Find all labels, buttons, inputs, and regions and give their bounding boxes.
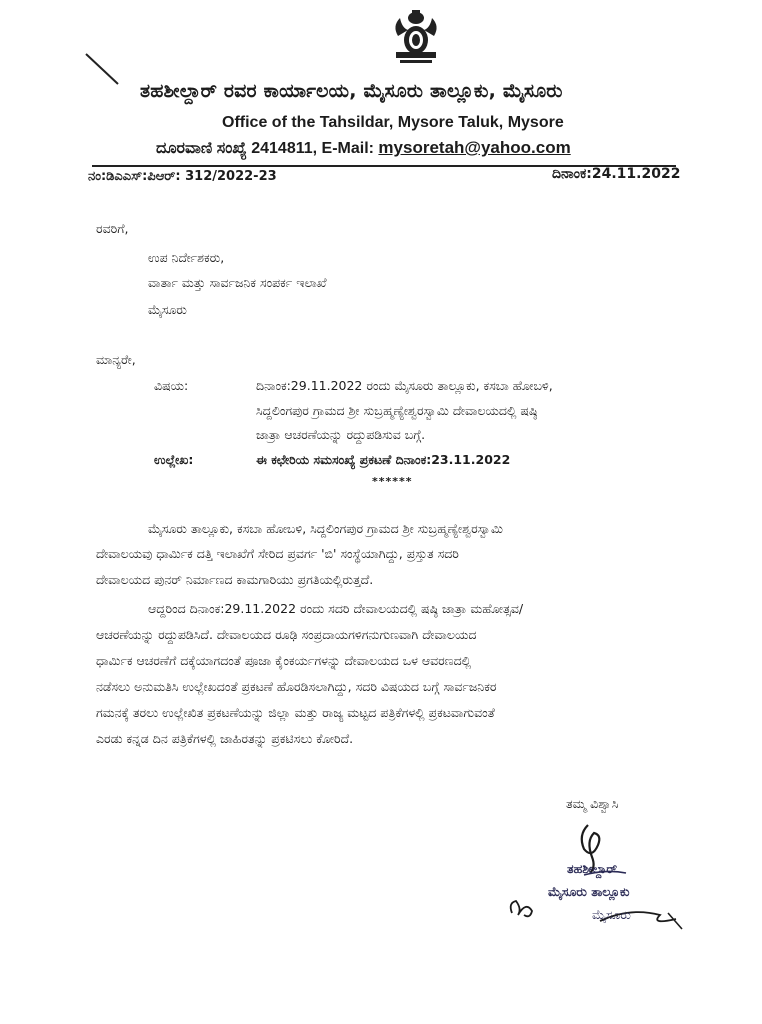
office-title-kannada: ತಹಶೀಲ್ದಾರ್ ರವರ ಕಾರ್ಯಾಲಯ, ಮೈಸೂರು ತಾಲ್ಲೂಕು, ಮೈಸೂರು [140,80,563,102]
para1-line-1: ಮೈಸೂರು ತಾಲ್ಲೂಕು, ಕಸಬಾ ಹೋಬಳಿ, ಸಿದ್ದಲಿಂಗಪುರ ಗ್ರಾಮದ ಶ್ರೀ ಸುಬ್ರಹ್ಮಣ್ಯೇಶ್ವರಸ್ವಾಮಿ [148,521,504,536]
recipient-department: ವಾರ್ತಾ ಮತ್ತು ಸಾರ್ವಜನಿಕ ಸಂಪರ್ಕ ಇಲಾಖೆ [148,275,327,290]
subject-line-3: ಜಾತ್ರಾ ಆಚರಣೆಯನ್ನು ರದ್ದುಪಡಿಸುವ ಬಗ್ಗೆ. [256,427,426,442]
reference-number: ನಂ:ಡಿಎಎಸ್:ಪಿಆರ್: 312/2022-23 [88,169,277,184]
stamp-office: ಮೈಸೂರು ತಾಲ್ಲೂಕು [548,884,630,899]
para2-line-3: ಧಾರ್ಮಿಕ ಆಚರಣೆಗೆ ದಕ್ಕೆಯಾಗದಂತೆ ಪೂಜಾ ಕೈಂಕರ್ಯಗಳನ್ನು ದೇವಾಲಯದ ಒಳ ಆವರಣದಲ್ಲಿ [96,653,472,668]
pen-mark [84,50,124,90]
phone-text: ದೂರವಾಣಿ ಸಂಖ್ಯೆ 2414811, E-Mail: [156,140,379,157]
greeting: ಮಾನ್ಯರೇ, [96,352,136,367]
separator: ****** [372,475,413,488]
para2-line-5: ಗಮನಕ್ಕೆ ತರಲು ಉಲ್ಲೇಖಿತ ಪ್ರಕಟಣೆಯನ್ನು ಜಿಲ್ಲಾ ಮತ್ತು ರಾಜ್ಯ ಮಟ್ಟದ ಪತ್ರಿಕೆಗಳಲ್ಲಿ ಪ್ರಕಟವಾಗುವಂತೆ [96,705,495,720]
para1-line-3: ದೇವಾಲಯದ ಪುನರ್ ನಿರ್ಮಾಣದ ಕಾಮಗಾರಿಯು ಪ್ರಗತಿಯಲ್ಲಿರುತ್ತದೆ. [96,572,374,587]
email-link[interactable]: mysoretah@yahoo.com [378,138,571,157]
contact-line [156,138,571,158]
recipient-designation: ಉಪ ನಿರ್ದೇಶಕರು, [148,250,225,265]
para2-line-4: ನಡೆಸಲು ಅನುಮತಿಸಿ ಉಲ್ಲೇಖದಂತೆ ಪ್ರಕಟಣೆ ಹೊರಡಿಸಲಾಗಿದ್ದು, ಸದರಿ ವಿಷಯದ ಬಗ್ಗೆ ಸಾರ್ವಜನಿಕರ [96,679,497,694]
para1-line-2: ದೇವಾಲಯವು ಧಾರ್ಮಿಕ ದತ್ತಿ ಇಲಾಖೆಗೆ ಸೇರಿದ ಪ್ರವರ್ಗ 'ಬಿ' ಸಂಸ್ಥೆಯಾಗಿದ್ದು, ಪ್ರಸ್ತುತ ಸದರಿ [96,546,459,561]
closing-yours: ತಮ್ಮ ವಿಶ್ವಾಸಿ [566,796,619,811]
recipient-city: ಮೈಸೂರು [148,302,187,317]
para2-line-6: ಎರಡು ಕನ್ನಡ ದಿನ ಪತ್ರಿಕೆಗಳಲ್ಲಿ ಜಾಹಿರತನ್ನು ಪ್ರಕಟಿಸಲು ಕೋರಿದೆ. [96,731,354,746]
stamp-city: ಮೈಸೂರು [592,907,631,922]
subject-line-2: ಸಿದ್ದಲಿಂಗಪುರ ಗ್ರಾಮದ ಶ್ರೀ ಸುಬ್ರಹ್ಮಣ್ಯೇಶ್ವರಸ್ವಾಮಿ ದೇವಾಲಯದಲ್ಲಿ ಷಷ್ಠಿ [256,403,538,418]
reference-label: ಉಲ್ಲೇಖ: [154,452,194,467]
para2-line-2: ಆಚರಣೆಯನ್ನು ರದ್ದುಪಡಿಸಿದೆ. ದೇವಾಲಯದ ರೂಢಿ ಸಂಪ್ರದಾಯಗಳಿಗನುಗುಣವಾಗಿ ದೇವಾಲಯದ [96,627,477,642]
stamp-designation: ತಹಶೀಲ್ದಾರ್ [567,861,618,876]
letter-date: ದಿನಾಂಕ:24.11.2022 [552,166,681,182]
office-title-english: Office of the Tahsildar, Mysore Taluk, Mysore [222,114,564,131]
state-emblem-icon [388,8,444,68]
para2-line-1: ಆದ್ದರಿಂದ ದಿನಾಂಕ:29.11.2022 ರಂದು ಸದರಿ ದೇವಾಲಯದಲ್ಲಿ ಷಷ್ಠಿ ಜಾತ್ರಾ ಮಹೋತ್ಸವ/ [148,601,524,616]
reference-text: ಈ ಕಛೇರಿಯ ಸಮಸಂಖ್ಯೆ ಪ್ರಕಟಣೆ ದಿನಾಂಕ:23.11.2022 [256,452,511,467]
subject-label: ವಿಷಯ: [154,378,189,393]
salutation-to: ರವರಿಗೆ, [96,221,129,236]
subject-line-1: ದಿನಾಂಕ:29.11.2022 ರಂದು ಮೈಸೂರು ತಾಲ್ಲೂಕು, ಕಸಬಾ ಹೋಬಳಿ, [256,378,553,393]
